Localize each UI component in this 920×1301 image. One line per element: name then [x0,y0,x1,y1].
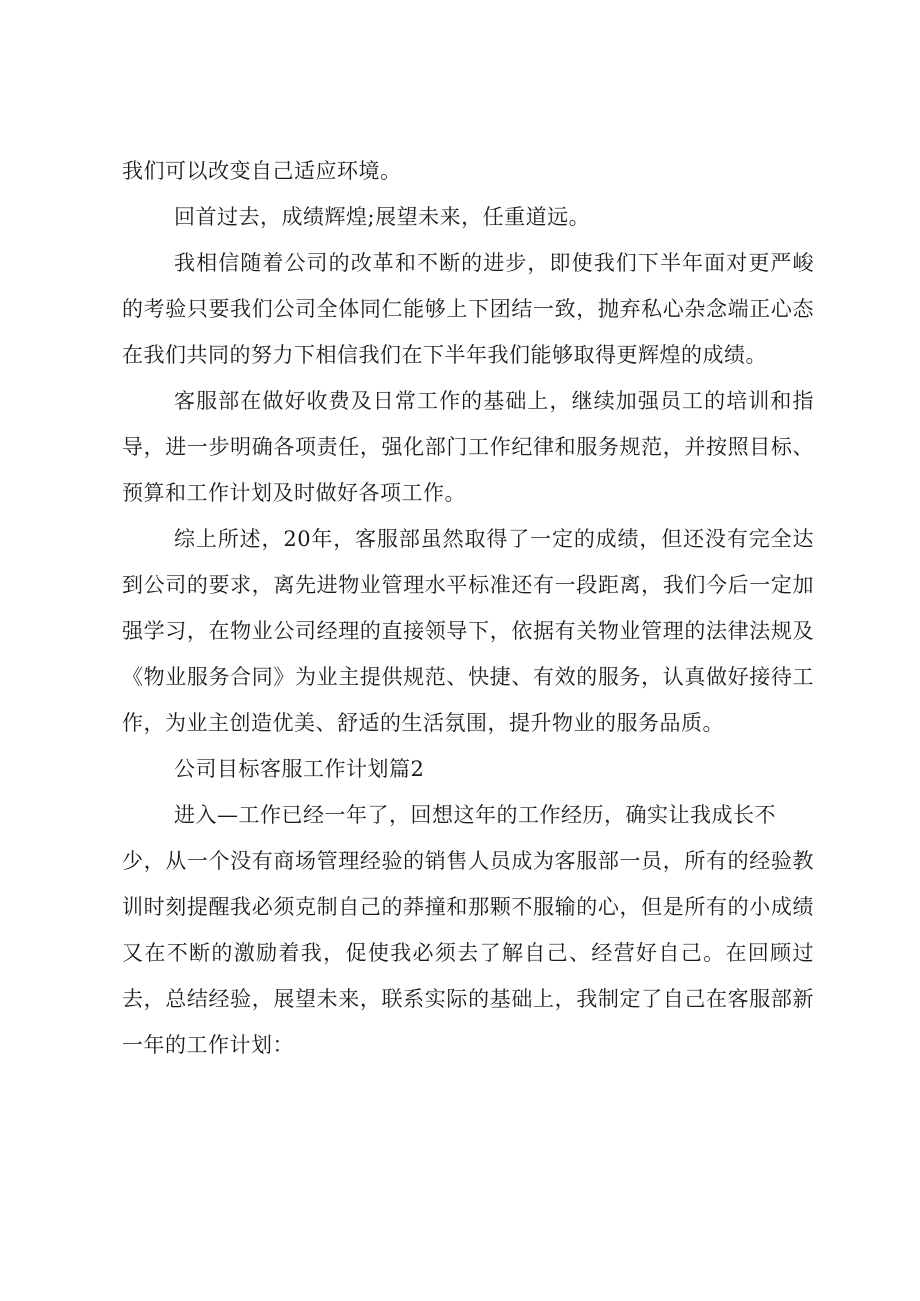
text-line: 一年的工作计划： [122,1033,294,1057]
text-line: 训时刻提醒我必须克制自己的莽撞和那颗不服输的心，但是所有的小成绩 [122,895,814,919]
text-line: 回首过去，成绩辉煌;展望未来，任重道远。 [174,205,591,229]
text-line: 导，进一步明确各项责任，强化部门工作纪律和服务规范，并按照目标、 [122,435,814,459]
text-line: 少，从一个没有商场管理经验的销售人员成为客服部一员，所有的经验教 [122,849,814,873]
text-line: 我相信随着公司的改革和不断的进步，即使我们下半年面对更严峻 [174,251,814,275]
text-line: 强学习，在物业公司经理的直接领导下，依据有关物业管理的法律法规及 [122,619,814,643]
text-line: 综上所述，20年，客服部虽然取得了一定的成绩，但还没有完全达 [174,527,814,551]
text-line: 在我们共同的努力下相信我们在下半年我们能够取得更辉煌的成绩。 [122,343,767,367]
text-line: 预算和工作计划及时做好各项工作。 [122,481,466,505]
section-heading: 公司目标客服工作计划篇2 [174,757,425,781]
text-line: 作，为业主创造优美、舒适的生活氛围，提升物业的服务品质。 [122,711,724,735]
text-line: 客服部在做好收费及日常工作的基础上，继续加强员工的培训和指 [174,389,814,413]
text-line: 的考验只要我们公司全体同仁能够上下团结一致，抛弃私心杂念端正心态 [122,297,814,321]
text-line: 《物业服务合同》为业主提供规范、快捷、有效的服务，认真做好接待工 [122,665,814,689]
text-line: 我们可以改变自己适应环境。 [122,159,402,183]
text-line: 又在不断的激励着我，促使我必须去了解自己、经营好自己。在回顾过 [122,941,814,965]
text-line: 进入—工作已经一年了，回想这年的工作经历，确实让我成长不 [174,803,776,827]
text-line: 到公司的要求，离先进物业管理水平标准还有一段距离，我们今后一定加 [122,573,814,597]
text-line: 去，总结经验，展望未来，联系实际的基础上，我制定了自己在客服部新 [122,987,814,1011]
document-body [122,148,822,1068]
